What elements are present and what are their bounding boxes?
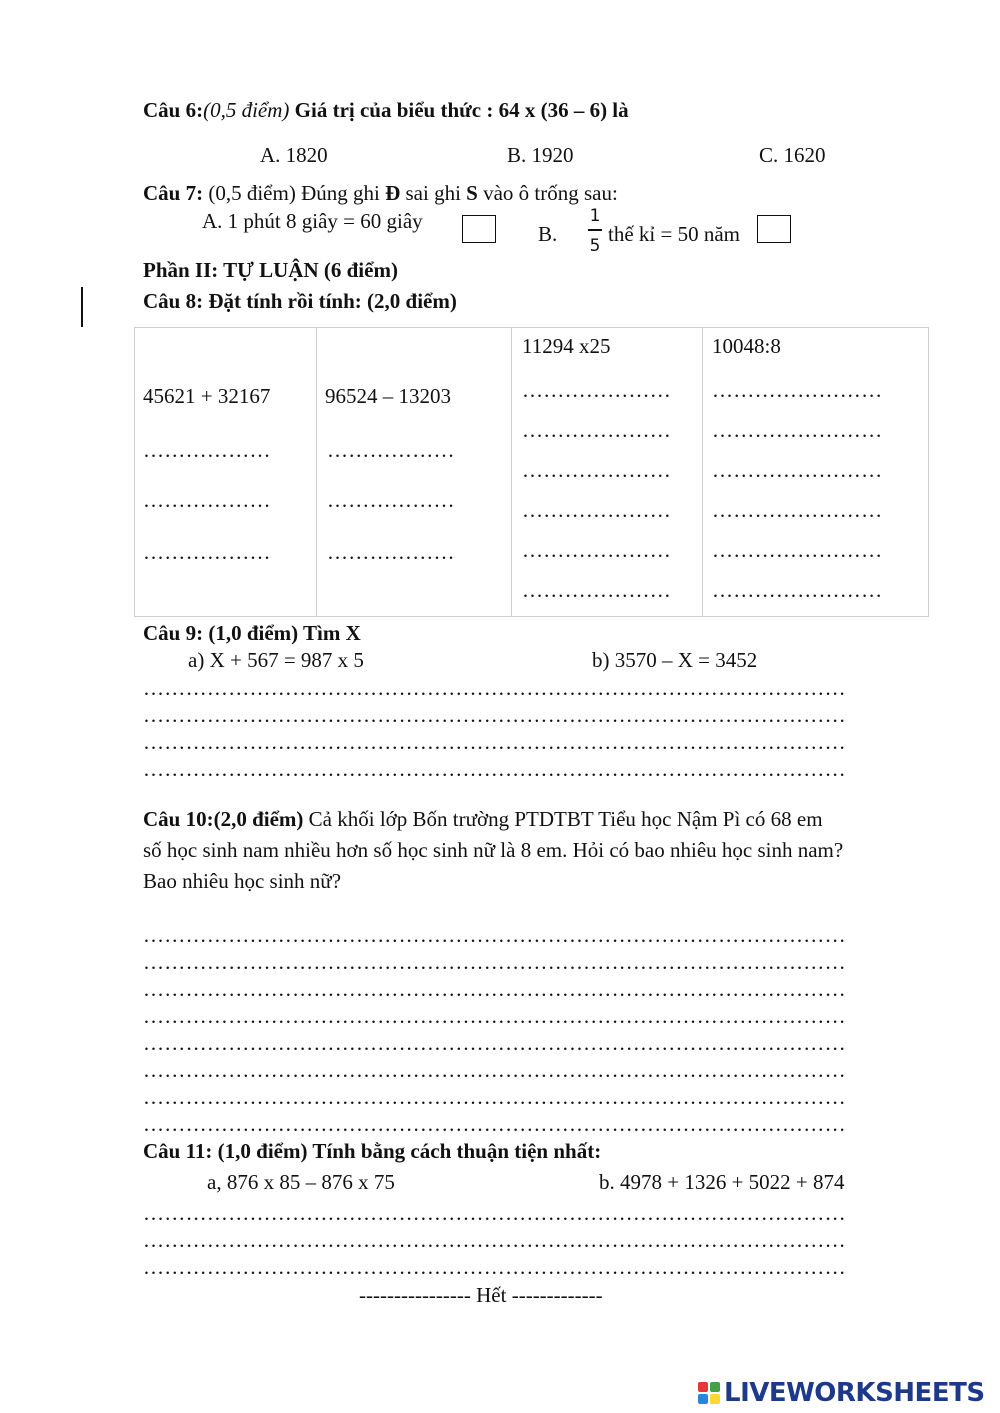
answer-dots: ……………… (327, 438, 455, 462)
question-11-part-a: a, 876 x 85 – 876 x 75 (207, 1170, 395, 1194)
answer-line[interactable]: ……………………………………………………………………………………… (143, 1112, 846, 1136)
question-7-statement-b-prefix: B. (538, 222, 558, 246)
logo-square-icon (710, 1382, 720, 1392)
answer-line[interactable]: ……………………………………………………………………………………… (143, 1004, 846, 1028)
question-10-line-3: Bao nhiêu học sinh nữ? (143, 869, 342, 893)
calc-cell-addition[interactable] (135, 328, 317, 617)
logo-square-icon (710, 1394, 720, 1404)
answer-line[interactable]: ……………………………………………………………………………………… (143, 1031, 846, 1055)
question-7-d: Đ (385, 181, 401, 205)
question-9-part-a: a) X + 567 = 987 x 5 (188, 648, 364, 672)
calc-expression-3: 11294 x25 (522, 334, 611, 358)
answer-dots: ……………… (143, 540, 271, 564)
question-6-label: Câu 6: (143, 98, 204, 122)
question-7-statement-a: A. 1 phút 8 giây = 60 giây (202, 209, 423, 233)
answer-line[interactable]: ……………………………………………………………………………………… (143, 923, 846, 947)
answer-dots: ……………… (327, 488, 455, 512)
question-6-points: (0,5 điểm) (203, 98, 290, 122)
answer-dots: …………………… (712, 538, 883, 562)
calc-expression-4: 10048:8 (712, 334, 781, 358)
answer-dots: ………………… (522, 378, 672, 402)
question-9-part-b: b) 3570 – X = 3452 (592, 648, 758, 672)
answer-line[interactable]: ……………………………………………………………………………………… (143, 950, 846, 974)
question-7-statement-b: thế kỉ = 50 năm (608, 222, 740, 246)
question-7-text: (0,5 điểm) Đúng ghi (203, 181, 386, 205)
question-7 (143, 182, 618, 205)
question-7-label: Câu 7: (143, 181, 204, 205)
answer-dots: ………………… (522, 578, 672, 602)
calc-cell-subtraction[interactable] (317, 328, 512, 617)
calc-cell-division[interactable] (703, 328, 929, 617)
question-7-mid: sai ghi (400, 181, 467, 205)
answer-line[interactable]: ……………………………………………………………………………………… (143, 1228, 846, 1252)
question-7-answer-box-b[interactable] (757, 215, 791, 243)
calc-expression-1: 45621 + 32167 (143, 384, 271, 408)
question-11-title: Câu 11: (1,0 điểm) Tính bằng cách thuận tiện nhất: (143, 1139, 602, 1163)
answer-line[interactable]: ……………………………………………………………………………………… (143, 676, 846, 700)
answer-line[interactable]: ……………………………………………………………………………………… (143, 703, 846, 727)
answer-line[interactable]: ……………………………………………………………………………………… (143, 1085, 846, 1109)
logo-square-icon (698, 1382, 708, 1392)
answer-dots: ……………… (143, 488, 271, 512)
answer-dots: …………………… (712, 378, 883, 402)
answer-dots: ………………… (522, 498, 672, 522)
logo-text: LIVEWORKSHEETS (724, 1378, 985, 1408)
question-6 (143, 99, 629, 122)
answer-line[interactable]: ……………………………………………………………………………………… (143, 757, 846, 781)
logo-mark-icon (698, 1382, 720, 1404)
answer-dots: ……………… (143, 438, 271, 462)
end-marker: ---------------- Hết ------------- (359, 1283, 603, 1307)
answer-dots: ………………… (522, 418, 672, 442)
answer-dots: ………………… (522, 458, 672, 482)
calc-expression-2: 96524 – 13203 (325, 384, 451, 408)
fraction-numerator: 1 (589, 206, 601, 226)
question-7-s: S (466, 181, 478, 205)
question-10-line-1 (143, 808, 823, 831)
logo-square-icon (698, 1394, 708, 1404)
calc-cell-multiplication[interactable] (512, 328, 703, 617)
answer-line[interactable]: ……………………………………………………………………………………… (143, 730, 846, 754)
answer-line[interactable]: ……………………………………………………………………………………… (143, 1255, 846, 1279)
question-6-option-a[interactable]: A. 1820 (260, 143, 328, 167)
text-cursor (81, 287, 83, 327)
question-10-text: Cả khối lớp Bốn trường PTDTBT Tiểu học Nậm Pì có 68 em (303, 807, 823, 831)
question-10-label: Câu 10:(2,0 điểm) (143, 807, 304, 831)
question-7-tail: vào ô trống sau: (477, 181, 618, 205)
fraction-denominator: 5 (589, 236, 601, 256)
question-11-part-b: b. 4978 + 1326 + 5022 + 874 (599, 1170, 845, 1194)
question-6-option-b[interactable]: B. 1920 (507, 143, 574, 167)
question-10-line-2: số học sinh nam nhiều hơn số học sinh nữ là 8 em. Hỏi có bao nhiêu học sinh nam? (143, 838, 844, 862)
question-7-answer-box-a[interactable] (462, 215, 496, 243)
answer-line[interactable]: ……………………………………………………………………………………… (143, 977, 846, 1001)
answer-dots: …………………… (712, 498, 883, 522)
question-6-option-c[interactable]: C. 1620 (759, 143, 826, 167)
part-2-title: Phần II: TỰ LUẬN (6 điểm) (143, 258, 398, 282)
answer-dots: …………………… (712, 418, 883, 442)
calculation-table (134, 327, 929, 617)
answer-line[interactable]: ……………………………………………………………………………………… (143, 1201, 846, 1225)
answer-dots: ……………… (327, 540, 455, 564)
answer-dots: ………………… (522, 538, 672, 562)
answer-line[interactable]: ……………………………………………………………………………………… (143, 1058, 846, 1082)
question-8-title: Câu 8: Đặt tính rồi tính: (2,0 điểm) (143, 289, 457, 313)
question-6-text: Giá trị của biểu thức : 64 x (36 – 6) là (289, 98, 629, 122)
answer-dots: …………………… (712, 458, 883, 482)
answer-dots: …………………… (712, 578, 883, 602)
fraction-bar (588, 229, 602, 231)
liveworksheets-logo (698, 1377, 985, 1409)
question-9-title: Câu 9: (1,0 điểm) Tìm X (143, 621, 361, 645)
